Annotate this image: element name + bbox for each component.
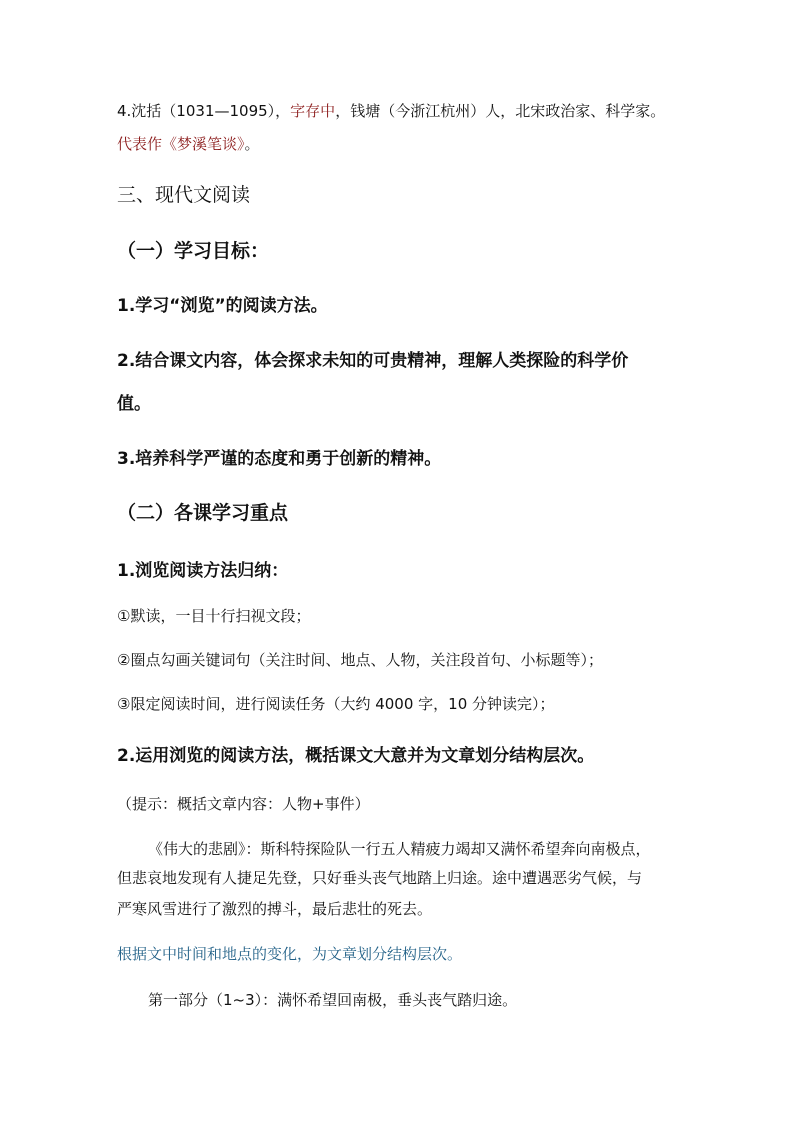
work-end: 。 [244, 135, 260, 153]
summary-line-3: 严寒风雪进行了激烈的搏斗，最后悲壮的死去。 [117, 900, 433, 918]
structure-instruction: 根据文中时间和地点的变化，为文章划分结构层次。 [117, 945, 463, 963]
method-1: ①默读，一目十行扫视文段； [117, 607, 311, 625]
bio-text-2: ，钱塘（今浙江杭州）人，北宋政治家、科学家。 [335, 102, 666, 120]
point-2: 2.运用浏览的阅读方法，概括课文大意并为文章划分结构层次。 [117, 746, 595, 766]
summary-line-1: 《伟大的悲剧》：斯科特探险队一行五人精疲力竭却又满怀希望奔向南极点， [148, 840, 651, 858]
subheading-learning-goals: （一）学习目标： [117, 240, 270, 262]
bio-text-1: 4.沈括（1031—1095）， [117, 102, 291, 120]
goal-1: 1.学习“浏览”的阅读方法。 [117, 296, 328, 316]
point-1: 1.浏览阅读方法归纳： [117, 561, 289, 581]
section-heading-modern-reading: 三、现代文阅读 [117, 184, 251, 206]
hint-text: （提示：概括文章内容：人物+事件） [117, 795, 370, 813]
subheading-key-points: （二）各课学习重点 [117, 502, 289, 524]
work-title: 《梦溪笔谈》 [162, 135, 245, 153]
line-representative-work [117, 133, 260, 154]
goal-2-line-1: 2.结合课文内容，体会探求未知的可贵精神，理解人类探险的科学价 [117, 351, 629, 371]
line-shen-kuo-bio [117, 100, 665, 121]
goal-3: 3.培养科学严谨的态度和勇于创新的精神。 [117, 449, 442, 469]
method-3: ③限定阅读时间，进行阅读任务（大约 4000 字，10 分钟读完）； [117, 695, 555, 713]
method-2: ②圈点勾画关键词句（关注时间、地点、人物，关注段首句、小标题等）； [117, 651, 603, 669]
bio-courtesy-name: 字存中 [290, 102, 336, 120]
part-1-summary: 第一部分（1~3）：满怀希望回南极，垂头丧气踏归途。 [148, 991, 518, 1009]
work-label: 代表作 [117, 135, 163, 153]
summary-line-2: 但悲哀地发现有人捷足先登，只好垂头丧气地踏上归途。途中遭遇恶劣气候，与 [117, 869, 643, 887]
goal-2-line-2: 值。 [117, 394, 151, 414]
